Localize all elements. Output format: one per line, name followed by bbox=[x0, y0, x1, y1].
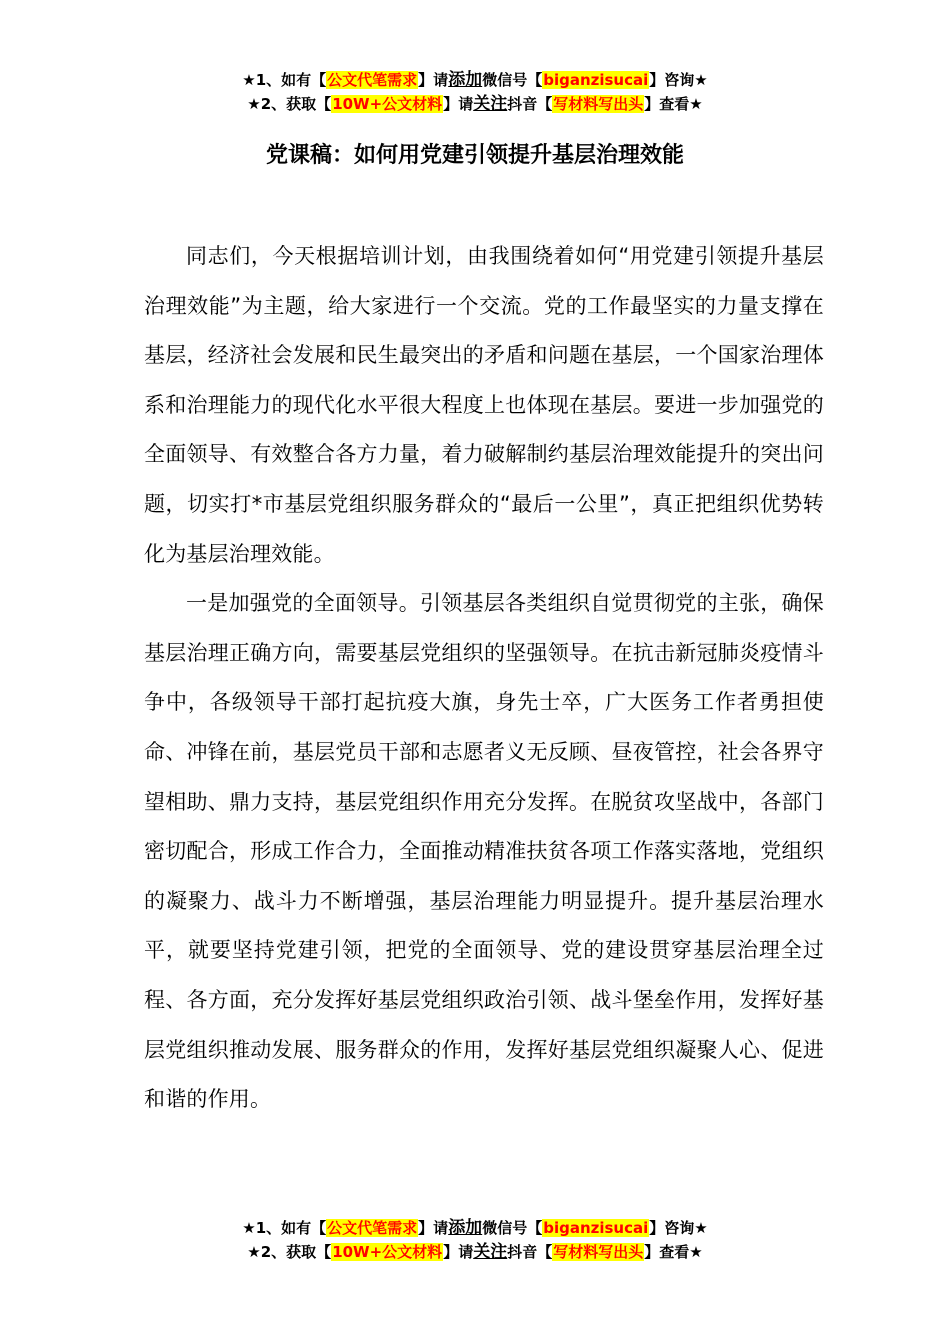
promo-1-suffix: 】咨询★ bbox=[649, 71, 708, 89]
promo-footer bbox=[0, 1216, 950, 1264]
promo-footer-2-mid: 】请 bbox=[443, 1243, 474, 1261]
promo-1-mid2: 微信号【 bbox=[482, 71, 543, 89]
promo-footer-2-underline: 关注 bbox=[473, 1242, 508, 1262]
promo-footer-line-2 bbox=[0, 1240, 950, 1264]
promo-footer-1-prefix: ★1、如有【 bbox=[242, 1219, 327, 1237]
promo-1-mid: 】请 bbox=[418, 71, 449, 89]
paragraph-point-one: 一是加强党的全面领导。引领基层各类组织自觉贯彻党的主张，确保基层治理正确方向，需要基层党组织的坚强领导。在抗击新冠肺炎疫情斗争中，各级领导干部打起抗疫大旗，身先士卒，广大医务工作者勇担使命、冲锋在前，基层党员干部和志愿者义无反顾、昼夜管控，社会各界守望相助、鼎力支持，基层党组织作用充分发挥。在脱贫攻坚战中，各部门密切配合，形成工作合力，全面推动精准扶贫各项工作落实落地，党组织的凝聚力、战斗力不断增强，基层治理能力明显提升。提升基层治理水平，就要坚持党建引领，把党的全面领导、党的建设贯穿基层治理全过程、各方面，充分发挥好基层党组织政治引领、战斗堡垒作用，发挥好基层党组织推动发展、服务群众的作用，发挥好基层党组织凝聚人心、促进和谐的作用。 bbox=[144, 591, 824, 1112]
promo-footer-1-suffix: 】咨询★ bbox=[649, 1219, 708, 1237]
paragraph-intro: 同志们，今天根据培训计划，由我围绕着如何“用党建引领提升基层治理效能”为主题，给大家进行一个交流。党的工作最坚实的力量支撑在基层，经济社会发展和民生最突出的矛盾和问题在基层，一个国家治理体系和治理能力的现代化水平很大程度上也体现在基层。要进一步加强党的全面领导、有效整合各方力量，着力破解制约基层治理效能提升的突出问题，切实打*市基层党组织服务群众的“最后一公里”，真正把组织优势转化为基层治理效能。 bbox=[144, 244, 824, 566]
promo-footer-1-highlight-wechat: biganzisucai bbox=[543, 1219, 649, 1237]
promo-1-underline: 添加 bbox=[448, 70, 483, 90]
promo-footer-2-highlight-materials: 10W+公文材料 bbox=[332, 1243, 443, 1261]
page-title: 党课稿：如何用党建引领提升基层治理效能 bbox=[265, 143, 684, 168]
promo-header bbox=[0, 68, 950, 116]
promo-2-suffix: 】查看★ bbox=[644, 95, 703, 113]
promo-2-mid: 】请 bbox=[443, 95, 474, 113]
promo-line-1 bbox=[0, 68, 950, 92]
document-body bbox=[144, 232, 824, 1125]
promo-2-highlight-materials: 10W+公文材料 bbox=[332, 95, 443, 113]
promo-2-highlight-douyin: 写材料写出头 bbox=[553, 95, 644, 113]
promo-footer-1-mid: 】请 bbox=[418, 1219, 449, 1237]
promo-footer-2-highlight-douyin: 写材料写出头 bbox=[553, 1243, 644, 1261]
promo-footer-1-underline: 添加 bbox=[448, 1218, 483, 1238]
promo-footer-2-mid2: 抖音【 bbox=[507, 1243, 553, 1261]
promo-2-underline: 关注 bbox=[473, 94, 508, 114]
promo-footer-2-suffix: 】查看★ bbox=[644, 1243, 703, 1261]
promo-footer-line-1 bbox=[0, 1216, 950, 1240]
promo-2-mid2: 抖音【 bbox=[507, 95, 553, 113]
promo-1-highlight-service: 公文代笔需求 bbox=[327, 71, 418, 89]
promo-1-prefix: ★1、如有【 bbox=[242, 71, 327, 89]
promo-1-highlight-wechat: biganzisucai bbox=[543, 71, 649, 89]
promo-footer-1-mid2: 微信号【 bbox=[482, 1219, 543, 1237]
promo-footer-1-highlight-service: 公文代笔需求 bbox=[327, 1219, 418, 1237]
promo-line-2 bbox=[0, 92, 950, 116]
promo-footer-2-prefix: ★2、获取【 bbox=[247, 1243, 332, 1261]
promo-2-prefix: ★2、获取【 bbox=[247, 95, 332, 113]
